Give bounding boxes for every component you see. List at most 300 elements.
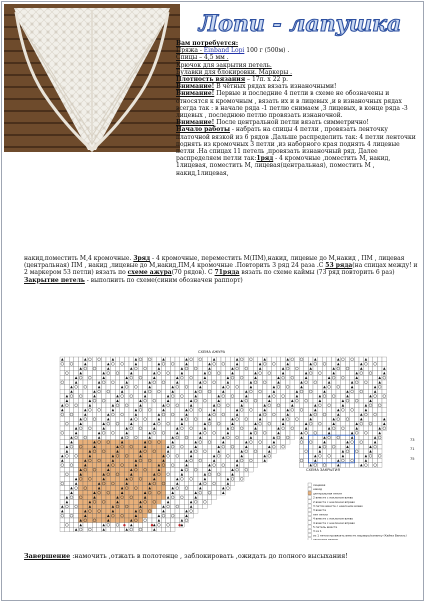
chart-cell xyxy=(226,371,231,376)
chart-cell xyxy=(189,431,194,436)
chart-cell xyxy=(184,481,189,486)
chart-cell xyxy=(74,463,79,468)
row-label-73: 73 xyxy=(410,438,415,442)
chart-cell xyxy=(161,444,166,449)
chart-cell xyxy=(272,449,277,454)
row1-label: 1ряд xyxy=(256,155,274,163)
chart-cell xyxy=(336,371,341,376)
chart-cell xyxy=(189,394,194,399)
chart-cell xyxy=(249,375,254,380)
chart-cell xyxy=(88,412,93,417)
chart-cell xyxy=(276,366,281,371)
chart-cell xyxy=(184,380,189,385)
chart-cell xyxy=(92,380,97,385)
chart-cell xyxy=(336,375,341,380)
chart-cell xyxy=(281,385,286,390)
chart-cell xyxy=(272,375,277,380)
chart-cell xyxy=(207,435,212,440)
chart-cell xyxy=(189,380,194,385)
chart-cell xyxy=(170,398,175,403)
chart-cell xyxy=(313,398,318,403)
chart-cell xyxy=(78,380,83,385)
chart-cell xyxy=(322,403,327,408)
chart-cell xyxy=(120,426,125,431)
chart-cell xyxy=(60,486,65,491)
chart-cell xyxy=(147,518,152,523)
chart-cell xyxy=(336,426,341,431)
chart-cell xyxy=(203,417,208,422)
chart-cell xyxy=(170,431,175,436)
chart-cell xyxy=(258,454,263,459)
chart-cell xyxy=(78,481,83,486)
chart-cell xyxy=(207,481,212,486)
chart-cell xyxy=(327,421,332,426)
chart-cell xyxy=(134,444,139,449)
legend-label: 2 вместе с наклоном вправо xyxy=(313,499,355,504)
chart-legend xyxy=(308,483,407,540)
note-2 xyxy=(176,90,420,119)
chart-cell xyxy=(74,394,79,399)
chart-cell xyxy=(134,454,139,459)
chart-cell xyxy=(239,417,244,422)
chart-cell xyxy=(212,495,217,500)
chart-cell xyxy=(285,375,290,380)
chart-cell xyxy=(373,375,378,380)
chart-cell xyxy=(341,435,346,440)
chart-cell xyxy=(226,408,231,413)
chart-cell xyxy=(124,518,129,523)
chart-cell xyxy=(74,389,79,394)
chart-cell xyxy=(368,463,373,468)
chart-cell xyxy=(175,449,180,454)
chart-cell xyxy=(249,444,254,449)
chart-cell xyxy=(226,449,231,454)
chart-cell xyxy=(69,458,74,463)
chart-cell xyxy=(354,366,359,371)
chart-cell xyxy=(304,389,309,394)
chart-cell xyxy=(212,472,217,477)
chart-cell xyxy=(74,417,79,422)
chart-cell xyxy=(111,421,116,426)
chart-cell xyxy=(308,458,313,463)
chart-cell xyxy=(377,408,382,413)
chart-cell xyxy=(382,380,387,385)
chart-cell xyxy=(134,481,139,486)
chart-cell xyxy=(115,490,120,495)
chart-cell xyxy=(111,444,116,449)
chart-cell xyxy=(207,426,212,431)
chart-cell xyxy=(106,458,111,463)
chart-cell xyxy=(308,426,313,431)
chart-cell xyxy=(216,417,221,422)
chart-cell xyxy=(198,454,203,459)
chart-cell xyxy=(313,366,318,371)
chart-cell xyxy=(69,403,74,408)
chart-cell xyxy=(189,417,194,422)
chart-cell xyxy=(166,463,171,468)
chart-cell xyxy=(161,426,166,431)
chart-cell xyxy=(184,444,189,449)
chart-cell xyxy=(308,454,313,459)
chart-cell xyxy=(115,509,120,514)
chart-cell xyxy=(189,440,194,445)
chart-cell xyxy=(124,500,129,505)
chart-cell xyxy=(138,431,143,436)
chart-cell xyxy=(60,435,65,440)
chart-cell xyxy=(161,421,166,426)
chart-cell xyxy=(368,380,373,385)
chart-cell xyxy=(276,371,281,376)
chart-cell xyxy=(166,389,171,394)
chart-cell xyxy=(161,477,166,482)
chart-cell xyxy=(60,366,65,371)
note-2-text: Первые и последние 4 петли в схеме не обозначены и относятся к кромочным , вязать их и в лицевых ,и в изнаночных рядах всегда так : в начале ряда -1 петлю снимаем ,3 лицевых, в конце ряда -3 лицевых , последнюю петлю провязать изнаночной. xyxy=(176,90,408,120)
chart-cell xyxy=(147,375,152,380)
chart-cell xyxy=(69,509,74,514)
chart-cell xyxy=(359,408,364,413)
chart-cell xyxy=(221,417,226,422)
chart-cell xyxy=(166,435,171,440)
chart-cell xyxy=(92,431,97,436)
chart-cell xyxy=(327,371,332,376)
row71-label: 71ряда xyxy=(214,269,240,277)
chart-cell xyxy=(285,398,290,403)
chart-cell xyxy=(78,408,83,413)
chart-cell xyxy=(373,421,378,426)
chart-cell xyxy=(88,486,93,491)
chart-cell xyxy=(230,362,235,367)
chart-cell xyxy=(184,421,189,426)
chart-cell xyxy=(97,527,102,532)
chart-cell xyxy=(101,463,106,468)
lace-label: схеме ажура xyxy=(127,269,172,277)
chart-cell xyxy=(138,444,143,449)
chart-cell xyxy=(336,444,341,449)
chart-cell xyxy=(111,472,116,477)
chart-cell xyxy=(147,394,152,399)
chart-cell xyxy=(134,371,139,376)
chart-cell xyxy=(322,417,327,422)
chart-cell xyxy=(115,357,120,362)
chart-cell xyxy=(129,408,134,413)
chart-cell xyxy=(189,435,194,440)
chart-cell xyxy=(382,412,387,417)
chart-cell xyxy=(226,389,231,394)
chart-cell xyxy=(331,431,336,436)
chart-cell xyxy=(157,500,162,505)
chart-cell xyxy=(92,472,97,477)
chart-cell xyxy=(212,371,217,376)
chart-cell xyxy=(120,380,125,385)
chart-cell xyxy=(120,398,125,403)
chart-cell xyxy=(166,467,171,472)
chart-cell xyxy=(253,357,258,362)
row-label-71: 71 xyxy=(410,447,415,451)
chart-cell xyxy=(359,375,364,380)
chart-cell xyxy=(262,389,267,394)
chart-cell xyxy=(111,500,116,505)
chart-cell xyxy=(198,495,203,500)
chart-cell xyxy=(129,463,134,468)
chart-cell xyxy=(230,449,235,454)
marker-dot xyxy=(123,524,125,526)
chart-cell xyxy=(244,454,249,459)
chart-cell xyxy=(175,412,180,417)
chart-cell xyxy=(111,417,116,422)
chart-cell xyxy=(318,463,323,468)
rows53-label: 53 ряда xyxy=(325,262,353,270)
chart-cell xyxy=(216,366,221,371)
chart-cell xyxy=(235,454,240,459)
chart-cell xyxy=(106,444,111,449)
chart-cell xyxy=(129,440,134,445)
chart-cell xyxy=(60,495,65,500)
chart-cell xyxy=(267,408,272,413)
chart-cell xyxy=(212,417,217,422)
chart-cell xyxy=(83,477,88,482)
chart-cell xyxy=(166,477,171,482)
chart-cell xyxy=(216,481,221,486)
chart-cell xyxy=(285,421,290,426)
chart-cell xyxy=(345,380,350,385)
chart-cell xyxy=(276,417,281,422)
chart-cell xyxy=(175,472,180,477)
chart-cell xyxy=(193,371,198,376)
chart-cell xyxy=(97,454,102,459)
chart-cell xyxy=(221,421,226,426)
chart-cell xyxy=(124,362,129,367)
chart-cell xyxy=(184,394,189,399)
chart-cell xyxy=(203,435,208,440)
chart-cell xyxy=(92,527,97,532)
chart-cell xyxy=(318,366,323,371)
chart-cell xyxy=(249,412,254,417)
chart-cell xyxy=(74,412,79,417)
chart-cell xyxy=(143,357,148,362)
chart-cell xyxy=(253,389,258,394)
chart-cell xyxy=(157,481,162,486)
chart-cell xyxy=(230,454,235,459)
chart-cell xyxy=(157,426,162,431)
chart-cell xyxy=(345,421,350,426)
chart-cell xyxy=(295,426,300,431)
chart-cell xyxy=(175,362,180,367)
chart-cell xyxy=(327,417,332,422)
chart-cell xyxy=(60,421,65,426)
chart-cell xyxy=(336,398,341,403)
chart-cell xyxy=(74,513,79,518)
chart-cell xyxy=(157,394,162,399)
bindoff-chart-title: СХЕМА ЗАКРЫТИЯ xyxy=(306,468,340,472)
chart-cell xyxy=(295,403,300,408)
chart-cell xyxy=(92,371,97,376)
chart-cell xyxy=(170,504,175,509)
chart-cell xyxy=(138,366,143,371)
chart-cell xyxy=(359,454,364,459)
chart-cell xyxy=(170,509,175,514)
chart-cell xyxy=(267,412,272,417)
legend-label: центральная петля xyxy=(313,491,342,496)
chart-cell xyxy=(276,444,281,449)
chart-cell xyxy=(69,477,74,482)
chart-cell xyxy=(78,458,83,463)
chart-cell xyxy=(184,371,189,376)
chart-cell xyxy=(253,458,258,463)
chart-cell xyxy=(143,435,148,440)
chart-cell xyxy=(258,385,263,390)
chart-cell xyxy=(198,426,203,431)
chart-cell xyxy=(111,495,116,500)
chart-cell xyxy=(198,504,203,509)
chart-cell xyxy=(354,440,359,445)
chart-cell xyxy=(253,440,258,445)
chart-cell xyxy=(304,408,309,413)
chart-cell xyxy=(331,403,336,408)
chart-cell xyxy=(83,500,88,505)
chart-cell xyxy=(184,472,189,477)
chart-cell xyxy=(65,486,70,491)
chart-cell xyxy=(249,417,254,422)
chart-cell xyxy=(322,449,327,454)
chart-cell xyxy=(92,435,97,440)
chart-cell xyxy=(88,463,93,468)
chart-cell xyxy=(161,366,166,371)
legend-swatch xyxy=(308,512,311,515)
chart-cell xyxy=(244,403,249,408)
chart-cell xyxy=(78,362,83,367)
chart-cell xyxy=(170,357,175,362)
chart-cell xyxy=(364,375,369,380)
chart-cell xyxy=(221,375,226,380)
chart-cell xyxy=(267,435,272,440)
start-text-8: - выполнить по схеме(синим обозначен раппорт) xyxy=(84,276,243,284)
chart-cell xyxy=(152,518,157,523)
chart-cell xyxy=(368,440,373,445)
chart-cell xyxy=(295,385,300,390)
chart-cell xyxy=(97,417,102,422)
note-3 xyxy=(176,119,420,126)
chart-cell xyxy=(175,518,180,523)
chart-cell xyxy=(341,440,346,445)
chart-cell xyxy=(258,426,263,431)
chart-cell xyxy=(106,431,111,436)
chart-cell xyxy=(88,490,93,495)
start-text-7: вязать по схеме каймы (73 ряд повторить 6 раз) xyxy=(239,269,395,277)
chart-cell xyxy=(221,472,226,477)
chart-cell xyxy=(345,375,350,380)
chart-cell xyxy=(97,513,102,518)
chart-cell xyxy=(253,435,258,440)
chart-cell xyxy=(221,458,226,463)
chart-cell xyxy=(226,357,231,362)
chart-cell xyxy=(106,495,111,500)
chart-cell xyxy=(198,421,203,426)
chart-cell xyxy=(216,458,221,463)
chart-cell xyxy=(336,421,341,426)
chart-cell xyxy=(69,421,74,426)
chart-cell xyxy=(327,357,332,362)
chart-cell xyxy=(189,444,194,449)
chart-cell xyxy=(74,421,79,426)
chart-cell xyxy=(143,371,148,376)
yarn-link[interactable]: Einband Lopi xyxy=(203,47,245,55)
chart-cell xyxy=(88,362,93,367)
chart-cell xyxy=(83,431,88,436)
chart-cell xyxy=(308,375,313,380)
legend-swatch xyxy=(308,521,311,524)
legend-swatch xyxy=(308,538,311,540)
chart-cell xyxy=(299,403,304,408)
chart-cell xyxy=(212,366,217,371)
chart-cell xyxy=(235,421,240,426)
chart-cell xyxy=(106,500,111,505)
chart-cell xyxy=(69,518,74,523)
chart-cell xyxy=(373,454,378,459)
chart-cell xyxy=(308,380,313,385)
chart-cell xyxy=(166,362,171,367)
chart-cell xyxy=(313,385,318,390)
chart-cell xyxy=(341,385,346,390)
chart-cell xyxy=(341,389,346,394)
chart-cell xyxy=(327,458,332,463)
chart-cell xyxy=(161,495,166,500)
chart-cell xyxy=(106,504,111,509)
chart-cell xyxy=(92,385,97,390)
chart-cell xyxy=(377,444,382,449)
start-text-1: - набрать на спицы 4 петли , провязать ленточку платочной вязкой из 6 рядов .Дальше распределить так: 4 петли ленточки поднять из кромочных 3 петли ,из наборного края поднять 4 лицевые петли .На спицах 11 петель ,провязать изнаночный ряд. Далее распределяем петли так: xyxy=(176,126,416,163)
chart-cell xyxy=(157,477,162,482)
chart-cell xyxy=(239,431,244,436)
chart-cell xyxy=(258,435,263,440)
chart-cell xyxy=(281,357,286,362)
chart-cell xyxy=(382,389,387,394)
chart-cell xyxy=(198,394,203,399)
chart-cell xyxy=(350,454,355,459)
chart-cell xyxy=(207,398,212,403)
chart-cell xyxy=(115,385,120,390)
chart-cell xyxy=(327,463,332,468)
chart-cell xyxy=(341,380,346,385)
chart-cell xyxy=(69,371,74,376)
chart-cell xyxy=(147,412,152,417)
chart-cell xyxy=(180,481,185,486)
gauge-line xyxy=(176,76,420,83)
chart-cell xyxy=(308,357,313,362)
chart-cell xyxy=(170,366,175,371)
chart-cell xyxy=(115,375,120,380)
chart-cell xyxy=(175,394,180,399)
chart-cell xyxy=(157,398,162,403)
chart-cell xyxy=(350,444,355,449)
chart-cell xyxy=(124,472,129,477)
legend-label: 3 вместе xyxy=(313,508,327,513)
chart-cell xyxy=(166,490,171,495)
chart-cell xyxy=(318,435,323,440)
chart-cell xyxy=(350,426,355,431)
chart-cell xyxy=(134,440,139,445)
chart-cell xyxy=(74,458,79,463)
chart-cell xyxy=(111,467,116,472)
chart-cell xyxy=(115,431,120,436)
chart-cell xyxy=(180,398,185,403)
chart-cell xyxy=(221,449,226,454)
chart-cell xyxy=(239,380,244,385)
legend-swatch xyxy=(308,496,311,499)
chart-cell xyxy=(212,394,217,399)
chart-cell xyxy=(221,357,226,362)
chart-cell xyxy=(101,509,106,514)
chart-cell xyxy=(111,385,116,390)
